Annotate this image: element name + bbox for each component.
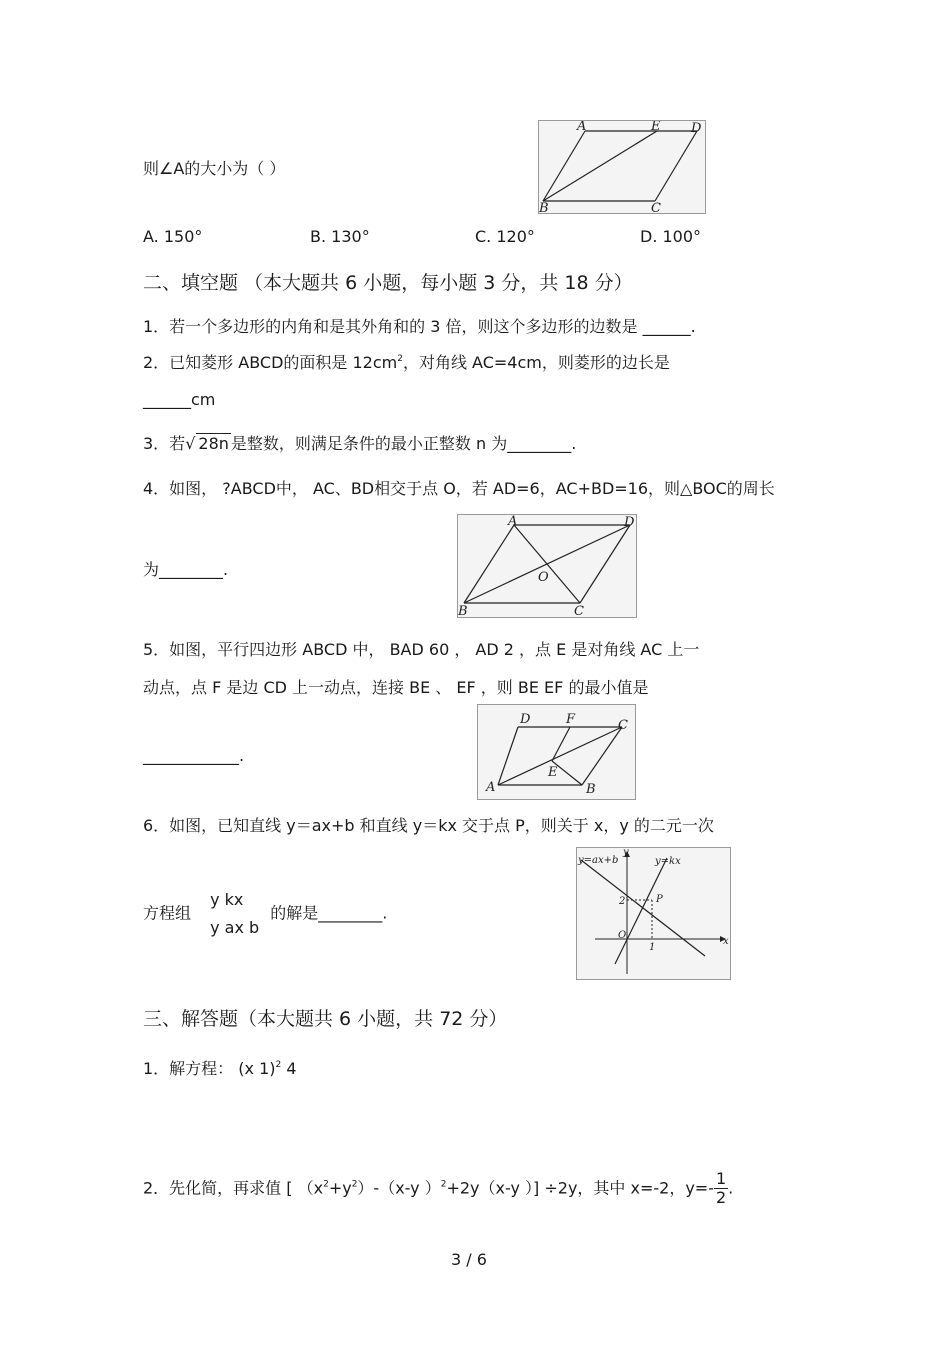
page-number: 3 / 6 (451, 1250, 487, 1269)
fill-question-2 (143, 350, 670, 373)
fig-label-d: D (691, 121, 702, 136)
fraction-denominator: 2 (715, 1188, 727, 1208)
q6-text-b: 的解是________. (270, 903, 388, 923)
fig-label-p: P (656, 894, 663, 905)
figure-parallelogram-abcd-ef (477, 704, 636, 800)
q2-text-a: 2．已知菱形 ABCD的面积是 12cm (143, 353, 398, 372)
fraction-one-half (714, 1170, 728, 1208)
s3q2-sup-1: 2 (323, 1179, 329, 1190)
fig-label-x-axis: x (723, 936, 729, 947)
fig-label-f: F (566, 712, 576, 727)
fig-label-line-kx: y=kx (655, 856, 681, 867)
figure-parallelogram-abcd-o (457, 514, 637, 618)
q3-text-b: 是整数，则满足条件的最小正整数 n 为________. (230, 434, 577, 453)
section-heading-solve: 三、解答题（本大题共 6 小题，共 72 分） (143, 1008, 508, 1030)
solve-question-2 (143, 1170, 733, 1208)
fill-question-4: 4．如图， ?ABCD中， AC、BD相交于点 O，若 AD=6，AC+BD=16，则△BOC的周长 (143, 479, 775, 498)
option-c: C. 120° (475, 227, 535, 246)
option-b: B. 130° (310, 227, 370, 246)
fig-label-c: C (574, 604, 584, 617)
figure-parallelogram-abcd-e (538, 120, 706, 214)
fill-question-5-line2: 动点，点 F 是边 CD 上一动点，连接 BE 、 EF ，则 BE EF 的最小值是 (143, 678, 649, 697)
option-d: D. 100° (640, 227, 702, 246)
option-a: A. 150° (143, 227, 203, 246)
q3-radicand: 28n (198, 434, 229, 453)
fig-label-o: O (538, 570, 549, 585)
s3q2-sup-2: 2 (351, 1179, 358, 1190)
fill-question-1: 1．若一个多边形的内角和是其外角和的 3 倍，则这个多边形的边数是 ______. (143, 317, 696, 336)
fig-label-b: B (586, 782, 596, 797)
fig-label-1: 1 (649, 942, 656, 953)
s3q2-text-a: 2．先化简，再求值 [ （x (143, 1178, 324, 1198)
fill-question-5: 5．如图，平行四边形 ABCD 中， BAD 60 ， AD 2 ，点 E 是对角线 AC 上一 (143, 640, 700, 659)
s3q2-text-c: ）-（x-y ） (357, 1178, 441, 1198)
fig-label-o: O (618, 930, 627, 941)
fig-label-2: 2 (619, 896, 626, 907)
fig-label-y-axis: y (623, 848, 629, 858)
equation-2: y ax b (210, 918, 260, 937)
figure-coordinate-lines (576, 847, 731, 980)
fill-question-4-line2: 为________. (143, 560, 229, 579)
fig-label-line-axb: y=ax+b (578, 855, 619, 866)
q2-superscript: 2 (397, 354, 403, 364)
equation-system (210, 886, 259, 942)
fill-question-2-line2: ______cm (143, 390, 216, 409)
fig-label-a: A (508, 515, 518, 529)
section-heading-fill-in: 二、填空题 （本大题共 6 小题，每小题 3 分，共 18 分） (143, 272, 633, 294)
s3q2-text-d: +2y（x-y ）] ÷2y，其中 x=-2，y=- (446, 1178, 714, 1198)
s3q2-text-b: +y (328, 1178, 352, 1198)
q3-text-a: 3．若 (143, 434, 186, 453)
fig-label-c: C (651, 201, 661, 213)
fig-label-a: A (577, 121, 587, 134)
fig-label-e: E (651, 121, 661, 134)
solve-question-1 (143, 1056, 297, 1079)
s3q2-sup-3: 2 (440, 1179, 447, 1190)
s3q1-superscript: 2 (275, 1060, 282, 1070)
fig-label-e: E (548, 765, 558, 780)
fig-label-c: C (618, 718, 628, 733)
s3q1-text-b: 4 (281, 1059, 297, 1078)
s3q1-text-a: 1．解方程： (x 1) (143, 1059, 276, 1078)
fill-question-3 (143, 431, 576, 454)
fig-label-b: B (539, 201, 549, 213)
q2-text-b: ，对角线 AC=4cm，则菱形的边长是 (402, 353, 670, 372)
question-text: 则∠A的大小为（ ） (143, 159, 286, 178)
fig-label-a: A (486, 780, 496, 795)
q6-text-a: 方程组 (143, 903, 192, 923)
fill-question-6: 6．如图，已知直线 y＝ax+b 和直线 y＝kx 交于点 P，则关于 x，y 的二元一次 (143, 816, 714, 835)
fraction-numerator: 1 (715, 1169, 727, 1188)
fig-label-d: D (624, 515, 635, 530)
fill-question-6-line2 (143, 886, 387, 942)
fig-label-d: D (520, 712, 531, 727)
s3q2-end: . (728, 1178, 734, 1198)
fill-question-5-line3: ____________. (143, 746, 245, 765)
equation-1: y kx (210, 890, 244, 909)
sqrt-icon: √ (185, 434, 196, 453)
fig-label-b: B (458, 604, 468, 617)
